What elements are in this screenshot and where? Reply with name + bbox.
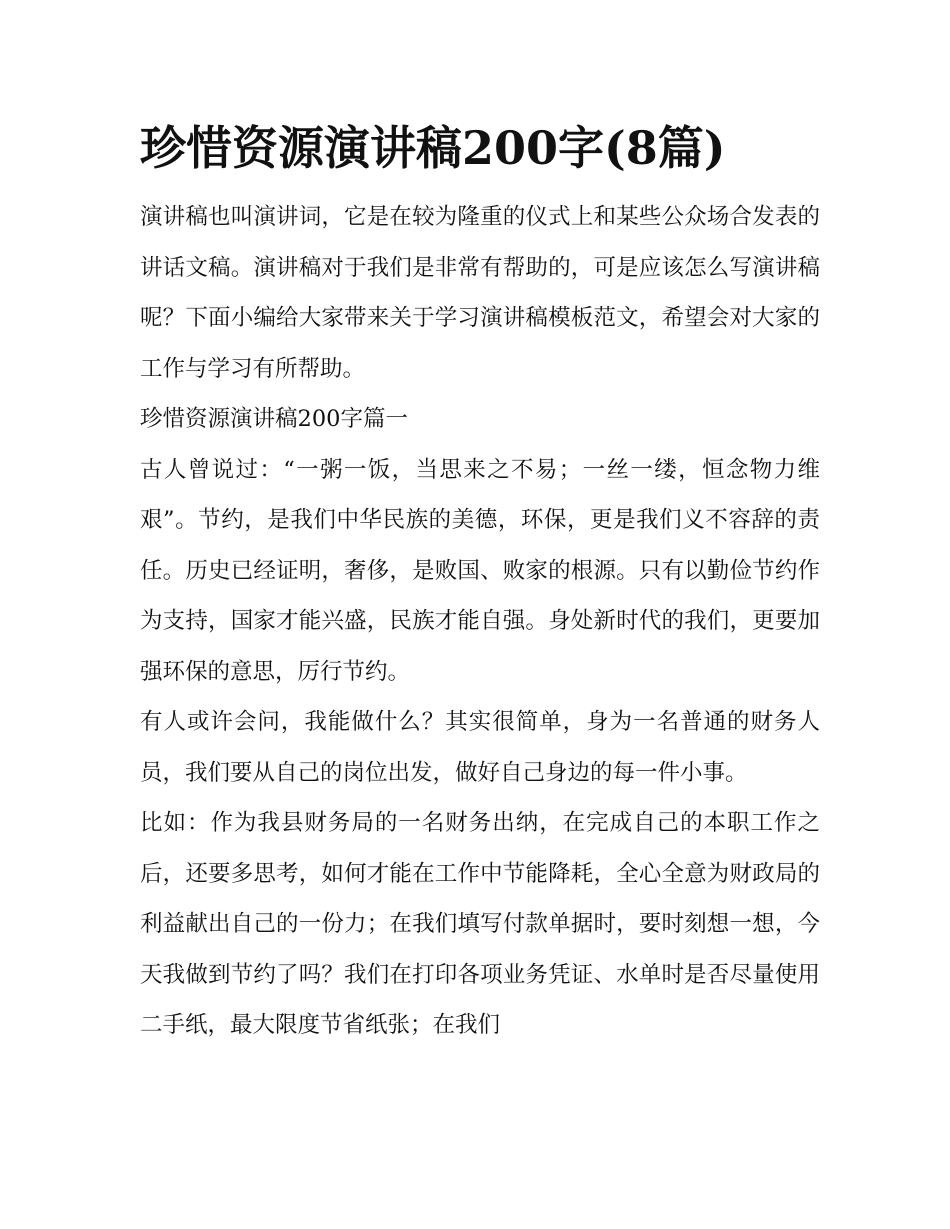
document-page: [140, 118, 820, 1051]
document-title: 珍惜资源演讲稿200字(8篇): [140, 121, 726, 175]
body-paragraph: 有人或许会问，我能做什么？其实很简单，身为一名普通的财务人员，我们要从自己的岗位出发，做好自己身边的每一件小事。: [140, 709, 820, 786]
body-paragraph: 古人曾说过：“一粥一饭，当思来之不易；一丝一缕，恒念物力维艰”。节约，是我们中华民族的美德，环保，更是我们义不容辞的责任。历史已经证明，奢侈，是败国、败家的根源。只有以勤俭节约作为支持，国家才能兴盛，民族才能自强。身处新时代的我们，更要加强环保的意思，厉行节约。: [140, 456, 820, 685]
intro-paragraph: 演讲稿也叫演讲词，它是在较为隆重的仪式上和某些公众场合发表的讲话文稿。演讲稿对于我们是非常有帮助的，可是应该怎么写演讲稿呢？下面小编给大家带来关于学习演讲稿模板范文，希望会对大家的工作与学习有所帮助。: [140, 204, 820, 382]
section-heading: 珍惜资源演讲稿200字篇一: [140, 406, 408, 432]
body-paragraph: 比如：作为我县财务局的一名财务出纳，在完成自己的本职工作之后，还要多思考，如何才能在工作中节能降耗，全心全意为财政局的利益献出自己的一份力；在我们填写付款单据时，要时刻想一想，今天我做到节约了吗？我们在打印各项业务凭证、水单时是否尽量使用二手纸，最大限度节省纸张；在我们: [140, 810, 820, 1038]
